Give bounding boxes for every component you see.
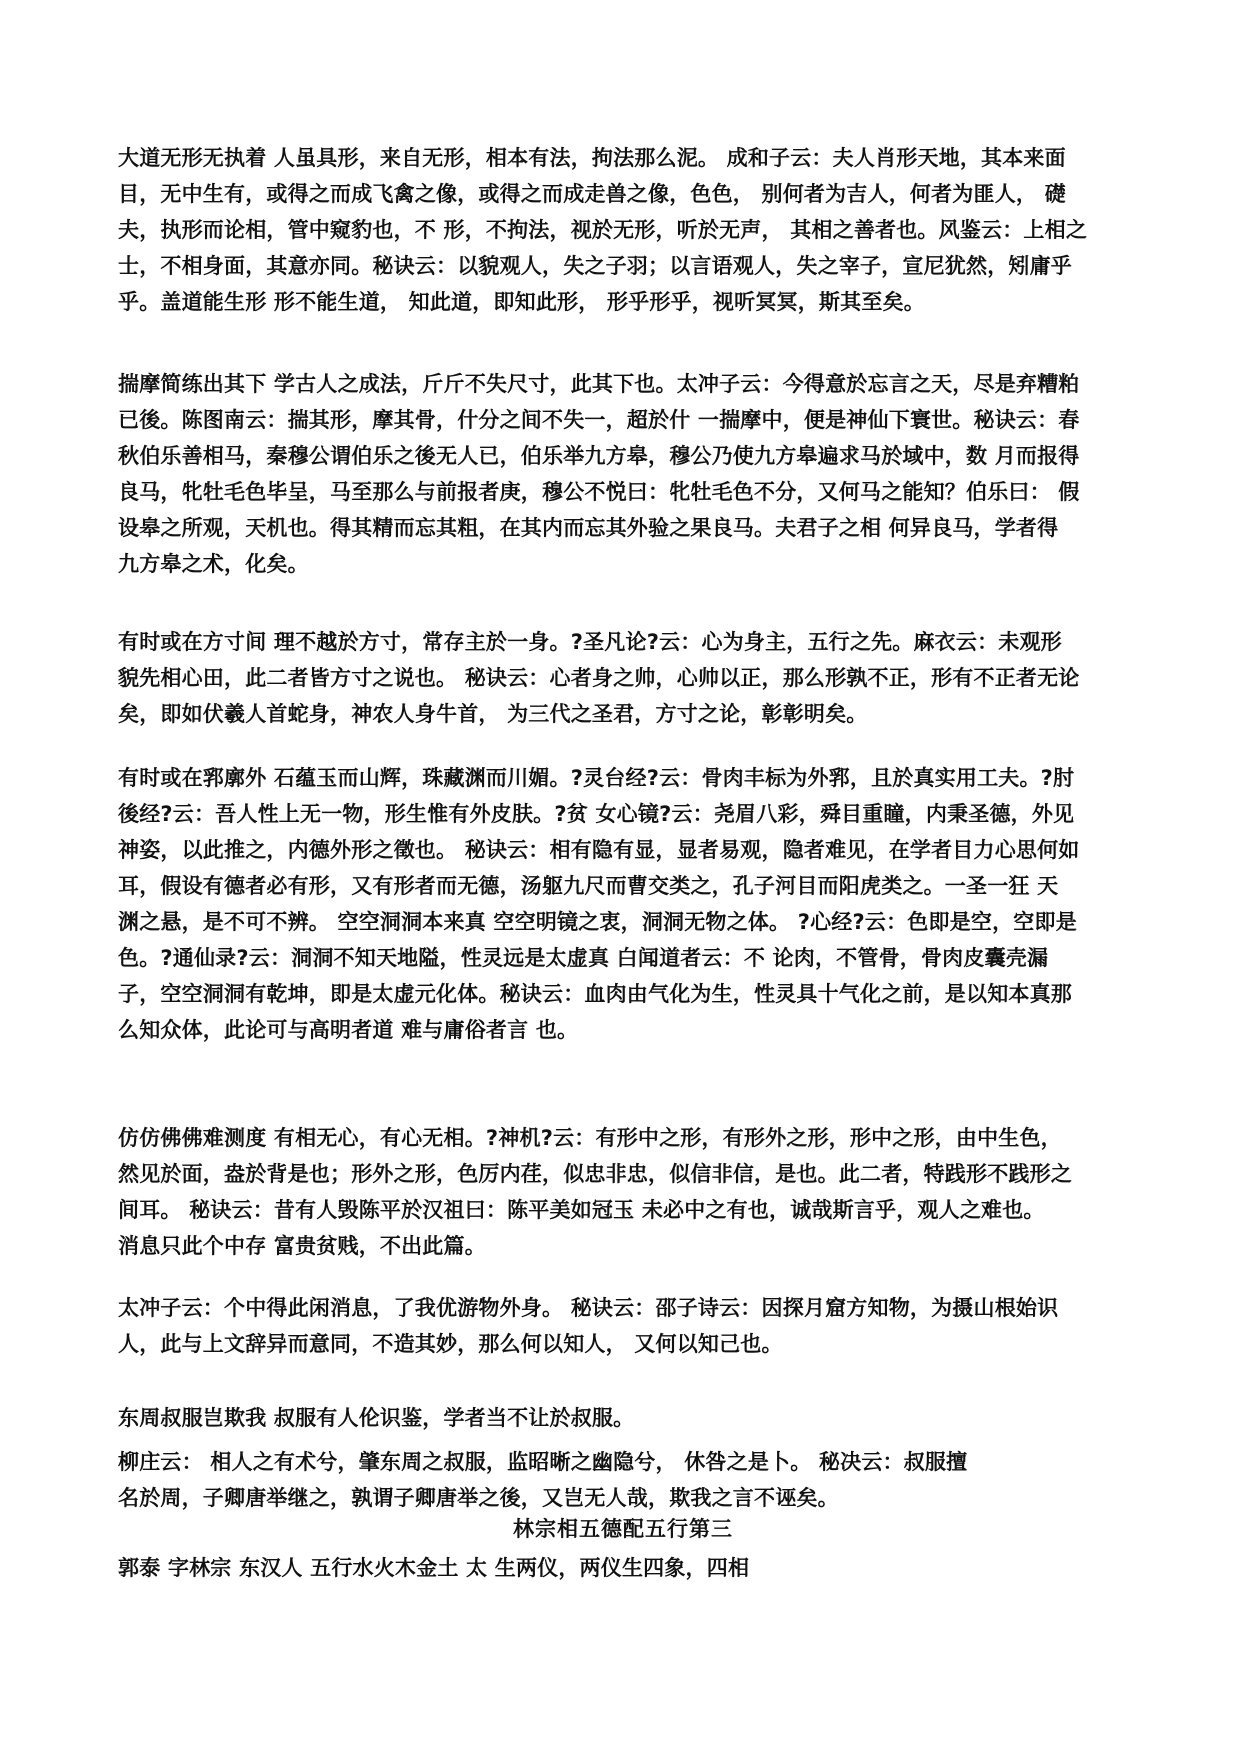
text-line: 设皋之所观，天机也。得其精而忘其粗，在其内而忘其外验之果良马。夫君子之相 何异良马，学者得	[118, 516, 1059, 540]
text-line: 士，不相身面，其意亦同。秘诀云：以貌观人，失之子羽；以言语观人，失之宰子，宣尼犹然，矧庸乎	[118, 254, 1072, 278]
text-line: 秋伯乐善相马，秦穆公谓伯乐之後无人已，伯乐举九方皋，穆公乃使九方皋遍求马於域中，数 月而报得	[118, 444, 1080, 468]
text-line: 九方皋之术，化矣。	[118, 552, 309, 576]
paragraph-fangfo	[118, 1120, 1128, 1264]
text-line: 已後。陈图南云：揣其形，摩其骨，什分之间不失一，超於什 一揣摩中，便是神仙下寰世。秘诀云：春	[118, 408, 1080, 432]
text-line: 柳庄云： 相人之有术兮，肇东周之叔服，监昭晰之幽隐兮， 休咎之是卜。 秘决云：叔服擅	[118, 1450, 968, 1474]
text-line: 揣摩简练出其下 学古人之成法，斤斤不失尺寸，此其下也。太冲子云：今得意於忘言之天，尽是弃糟粕	[118, 372, 1080, 396]
text-line: 夫，执形而论相，管中窥豹也，不 形，不拘法，视於无形，听於无声， 其相之善者也。风鉴云：上相之	[118, 218, 1088, 242]
text-line: 仿仿佛佛难测度 有相无心，有心无相。?神机?云：有形中之形，有形外之形，形中之形，由中生色，	[118, 1126, 1062, 1150]
text-line: 消息只此个中存 富贵贫贱，不出此篇。	[118, 1234, 486, 1258]
text-line: 么知众体，此论可与高明者道 难与庸俗者言 也。	[118, 1018, 579, 1042]
text-line: 貌先相心田，此二者皆方寸之说也。 秘诀云：心者身之帅，心帅以正，那么形孰不正，形有不正者无论	[118, 666, 1080, 690]
paragraph-guotai	[118, 1550, 1128, 1586]
text-line: 然见於面，盎於背是也；形外之形，色厉内荏，似忠非忠，似信非信，是也。此二者，特践形不践形之	[118, 1162, 1072, 1186]
text-line: 乎。盖道能生形 形不能生道， 知此道，即知此形， 形乎形乎，视听冥冥，斯其至矣。	[118, 290, 925, 314]
text-line: 有时或在方寸间 理不越於方寸，常存主於一身。?圣凡论?云：心为身主，五行之先。麻衣云：未观形	[118, 630, 1062, 654]
text-line: 子，空空洞洞有乾坤，即是太虚元化体。秘诀云：血肉由气化为生，性灵具十气化之前，是以知本真那	[118, 982, 1072, 1006]
text-line: 有时或在郛廓外 石蕴玉而山辉，珠藏渊而川媚。?灵台经?云：骨肉丰标为外郛，且於真实用工夫。?肘	[118, 766, 1075, 790]
text-line: 太冲子云：个中得此闲消息，了我优游物外身。 秘诀云：邵子诗云：因探月窟方知物，为摄山根始识	[118, 1296, 1059, 1320]
text-line: 耳，假设有德者必有形，又有形者而无德，汤躯九尺而曹交类之，孔子河目而阳虎类之。一圣一狂 天	[118, 874, 1059, 898]
text-line: 色。?通仙录?云：洞洞不知天地隘，性灵远是太虚真 白闻道者云：不 论肉，不管骨，骨肉皮囊壳漏	[118, 946, 1049, 970]
text-line: 名於周，子卿唐举继之，孰谓子卿唐举之後，又岂无人哉，欺我之言不诬矣。	[118, 1486, 839, 1510]
text-line: 矣，即如伏羲人首蛇身，神农人身牛首， 为三代之圣君，方寸之论，彰彰明矣。	[118, 702, 868, 726]
section-title	[118, 1512, 1128, 1546]
text-line: 人，此与上文辞异而意同，不造其妙，那么何以知人， 又何以知己也。	[118, 1332, 783, 1356]
paragraph-liuzhuang	[118, 1444, 1128, 1516]
paragraph-dongzhou	[118, 1400, 1128, 1436]
text-line: 良马，牝牡毛色毕呈，马至那么与前报者庚，穆公不悦曰：牝牡毛色不分，又何马之能知？伯乐曰： 假	[118, 480, 1080, 504]
text-line: 大道无形无执着 人虽具形，来自无形，相本有法，拘法那么泥。 成和子云：夫人肖形天地，其本来面	[118, 146, 1066, 170]
paragraph-fangcun	[118, 624, 1128, 732]
paragraph-dadao	[118, 140, 1128, 320]
text-line: 目，无中生有，或得之而成飞禽之像，或得之而成走兽之像，色色， 别何者为吉人，何者为匪人， 礎	[118, 182, 1066, 206]
text-line: 郭泰 字林宗 东汉人 五行水火木金土 太 生两仪，两仪生四象，四相	[118, 1556, 750, 1580]
text-line: 後经?云：吾人性上无一物，形生惟有外皮肤。?贫 女心镜?云：尧眉八彩，舜目重瞳，内秉圣德，外见	[118, 802, 1075, 826]
text-line: 东周叔服岂欺我 叔服有人伦识鉴，学者当不让於叔服。	[118, 1406, 635, 1430]
text-line: 间耳。 秘诀云：昔有人毁陈平於汉祖曰：陈平美如冠玉 未必中之有也，诚哉斯言乎，观人之难也。	[118, 1198, 1045, 1222]
paragraph-fukuo	[118, 760, 1128, 1048]
paragraph-taichongzi	[118, 1290, 1128, 1362]
paragraph-chuaimo	[118, 366, 1128, 582]
section-heading: 林宗相五德配五行第三	[513, 1517, 733, 1541]
text-line: 渊之悬，是不可不辨。 空空洞洞本来真 空空明镜之衷，洞洞无物之体。 ?心经?云：色即是空，空即是	[118, 910, 1077, 934]
text-line: 神姿，以此推之，内德外形之徵也。 秘诀云：相有隐有显，显者易观，隐者难见，在学者目力心思何如	[118, 838, 1080, 862]
